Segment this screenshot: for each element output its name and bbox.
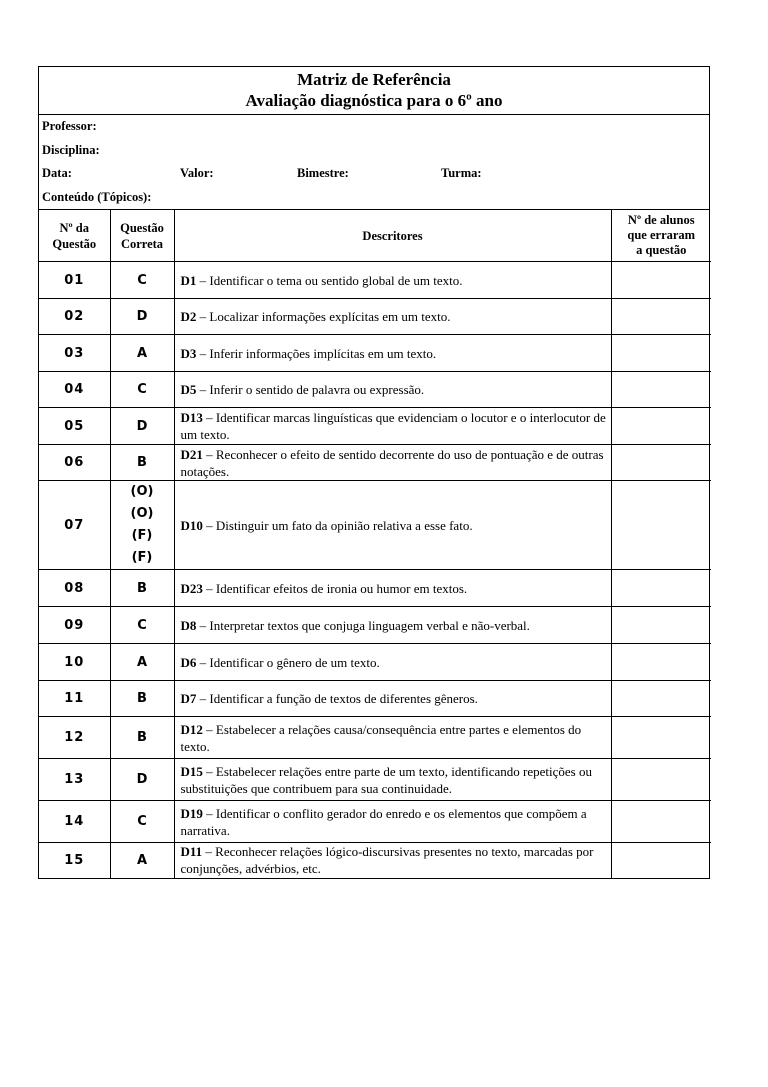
- table-header-row: [39, 210, 711, 262]
- table-row: [39, 445, 711, 481]
- question-number: 14: [39, 801, 110, 843]
- descriptor-code: D10: [180, 517, 203, 533]
- descriptor: [174, 644, 611, 681]
- descriptor-text: – Reconhecer o efeito de sentido decorrente do uso de pontuação e de outras notações.: [180, 446, 604, 479]
- correct-answer: C: [110, 801, 174, 843]
- errors-count-cell[interactable]: [611, 299, 711, 335]
- descriptor: [174, 843, 611, 878]
- descriptor-code: D13: [180, 410, 203, 425]
- correct-answer: D: [110, 299, 174, 335]
- question-number: 04: [39, 372, 110, 408]
- descriptor: [174, 759, 611, 801]
- correct-answer: (O): [130, 484, 154, 499]
- document-title: [39, 67, 709, 115]
- table-row: [39, 262, 711, 299]
- table-row: [39, 681, 711, 717]
- professor-row: [39, 115, 709, 139]
- table-row: [39, 644, 711, 681]
- data-label: Data:: [42, 166, 72, 180]
- errors-count-cell[interactable]: [611, 759, 711, 801]
- errors-count-cell[interactable]: [611, 843, 711, 878]
- question-number: 10: [39, 644, 110, 681]
- errors-count-cell[interactable]: [611, 408, 711, 445]
- correct-answer: B: [110, 445, 174, 481]
- correct-answer: (F): [131, 550, 153, 565]
- errors-count-cell[interactable]: [611, 717, 711, 759]
- descriptor: [174, 445, 611, 481]
- correct-answer: C: [110, 607, 174, 644]
- question-number: 12: [39, 717, 110, 759]
- date-row: [39, 162, 709, 186]
- descriptor: [174, 335, 611, 372]
- question-number: 01: [39, 262, 110, 299]
- col-header-answer: [110, 210, 174, 262]
- valor-label: Valor:: [180, 166, 214, 180]
- errors-count-cell[interactable]: [611, 372, 711, 408]
- col-header-descriptors: [174, 210, 611, 262]
- errors-count-cell[interactable]: [611, 607, 711, 644]
- correct-answer: C: [110, 262, 174, 299]
- descriptor-code: D8: [180, 617, 197, 633]
- col-header-errors: [611, 210, 711, 262]
- correct-answer: D: [110, 759, 174, 801]
- correct-answer: (O): [130, 506, 154, 521]
- disciplina-row: [39, 139, 709, 163]
- col-answer-line-2: Correta: [120, 236, 164, 251]
- table-row: [39, 299, 711, 335]
- descriptor-table: [39, 210, 711, 878]
- descriptor-code: D2: [180, 309, 197, 324]
- descriptor: [174, 372, 611, 408]
- errors-count-cell[interactable]: [611, 801, 711, 843]
- table-row: [39, 481, 711, 570]
- descriptor-code: D5: [180, 382, 197, 397]
- descriptor-text: – Inferir informações implícitas em um texto.: [196, 345, 437, 361]
- table-row: [39, 607, 711, 644]
- descriptor-code: D7: [180, 691, 197, 706]
- question-number: 02: [39, 299, 110, 335]
- descriptor-text: – Estabelecer a relações causa/consequência entre partes e elementos do texto.: [180, 721, 582, 754]
- title-line-1: Matriz de Referência: [297, 70, 451, 89]
- correct-answer: (F): [131, 528, 153, 543]
- descriptor-code: D23: [180, 580, 203, 596]
- correct-answer: B: [110, 570, 174, 607]
- question-number: 11: [39, 681, 110, 717]
- bimestre-label: Bimestre:: [297, 166, 349, 180]
- errors-count-cell[interactable]: [611, 445, 711, 481]
- col-header-number: [39, 210, 110, 262]
- col-number-line-2: Questão: [52, 236, 97, 251]
- descriptor-text: – Identificar marcas linguísticas que evidenciam o locutor e o interlocutor de um texto.: [180, 410, 606, 442]
- descriptor: [174, 408, 611, 445]
- col-errors-line-1: Nº de alunos: [627, 213, 695, 227]
- descriptor-code: D3: [180, 345, 197, 361]
- table-row: [39, 335, 711, 372]
- correct-answer: A: [110, 843, 174, 878]
- conteudo-row: [39, 186, 709, 210]
- table-row: [39, 801, 711, 843]
- descriptor: [174, 681, 611, 717]
- correct-answer: A: [110, 335, 174, 372]
- correct-answer: C: [110, 372, 174, 408]
- col-answer-line-1: Questão: [120, 220, 164, 235]
- descriptor-text: – Identificar a função de textos de diferentes gêneros.: [196, 691, 478, 706]
- descriptor: [174, 299, 611, 335]
- professor-label: Professor:: [42, 119, 97, 133]
- question-number: 06: [39, 445, 110, 481]
- descriptor-text: – Identificar o conflito gerador do enredo e os elementos que compõem a narrativa.: [180, 805, 587, 838]
- table-row: [39, 408, 711, 445]
- descriptor-text: – Distinguir um fato da opinião relativa a esse fato.: [202, 517, 473, 533]
- descriptor: [174, 570, 611, 607]
- descriptor-code: D19: [180, 805, 203, 821]
- correct-answer-list: [110, 481, 174, 570]
- col-errors-line-3: a questão: [636, 243, 687, 257]
- errors-count-cell[interactable]: [611, 681, 711, 717]
- table-row: [39, 717, 711, 759]
- descriptor-text: – Reconhecer relações lógico-discursivas presentes no texto, marcadas por conjunções, advérbios, etc.: [180, 844, 594, 877]
- correct-answer: A: [110, 644, 174, 681]
- question-number: 15: [39, 843, 110, 878]
- errors-count-cell[interactable]: [611, 570, 711, 607]
- descriptor-text: – Identificar o tema ou sentido global de um texto.: [196, 272, 463, 288]
- descriptor-text: – Identificar efeitos de ironia ou humor em textos.: [202, 580, 468, 596]
- question-number: 03: [39, 335, 110, 372]
- col-errors-line-2: que erraram: [627, 228, 696, 242]
- question-number: 08: [39, 570, 110, 607]
- descriptor-text: – Inferir o sentido de palavra ou expressão.: [196, 382, 425, 397]
- reference-matrix-sheet: [38, 66, 710, 879]
- descriptor: [174, 607, 611, 644]
- title-line-2: Avaliação diagnóstica para o 6º ano: [245, 91, 503, 110]
- descriptor-code: D1: [180, 272, 197, 288]
- correct-answer: B: [110, 681, 174, 717]
- table-row: [39, 570, 711, 607]
- table-row: [39, 372, 711, 408]
- descriptor: [174, 717, 611, 759]
- descriptor-code: D15: [180, 763, 203, 779]
- descriptor-text: – Localizar informações explícitas em um texto.: [196, 309, 451, 324]
- descriptor-code: D6: [180, 654, 197, 670]
- errors-count-cell[interactable]: [611, 481, 711, 570]
- descriptor-code: D11: [180, 844, 203, 860]
- col-number-line-1: Nº da: [59, 220, 89, 235]
- question-number: 05: [39, 408, 110, 445]
- descriptor: [174, 481, 611, 570]
- info-section: [39, 115, 709, 210]
- conteudo-label: Conteúdo (Tópicos):: [42, 189, 152, 204]
- turma-label: Turma:: [441, 166, 482, 180]
- correct-answer: B: [110, 717, 174, 759]
- disciplina-label: Disciplina:: [42, 142, 100, 157]
- errors-count-cell[interactable]: [611, 262, 711, 299]
- table-row: [39, 759, 711, 801]
- descriptor: [174, 262, 611, 299]
- descriptor-code: D12: [180, 721, 203, 737]
- descriptor-text: – Estabelecer relações entre parte de um texto, identificando repetições ou substituições que contribuem para sua continuidade.: [180, 763, 592, 796]
- correct-answer: D: [110, 408, 174, 445]
- question-number: 07: [39, 481, 110, 570]
- col-descriptors-label: Descritores: [362, 228, 423, 243]
- question-number: 13: [39, 759, 110, 801]
- descriptor: [174, 801, 611, 843]
- errors-count-cell[interactable]: [611, 644, 711, 681]
- descriptor-code: D21: [180, 446, 203, 462]
- table-row: [39, 843, 711, 878]
- descriptor-text: – Interpretar textos que conjuga linguagem verbal e não-verbal.: [196, 617, 530, 633]
- errors-count-cell[interactable]: [611, 335, 711, 372]
- descriptor-text: – Identificar o gênero de um texto.: [196, 654, 380, 670]
- question-number: 09: [39, 607, 110, 644]
